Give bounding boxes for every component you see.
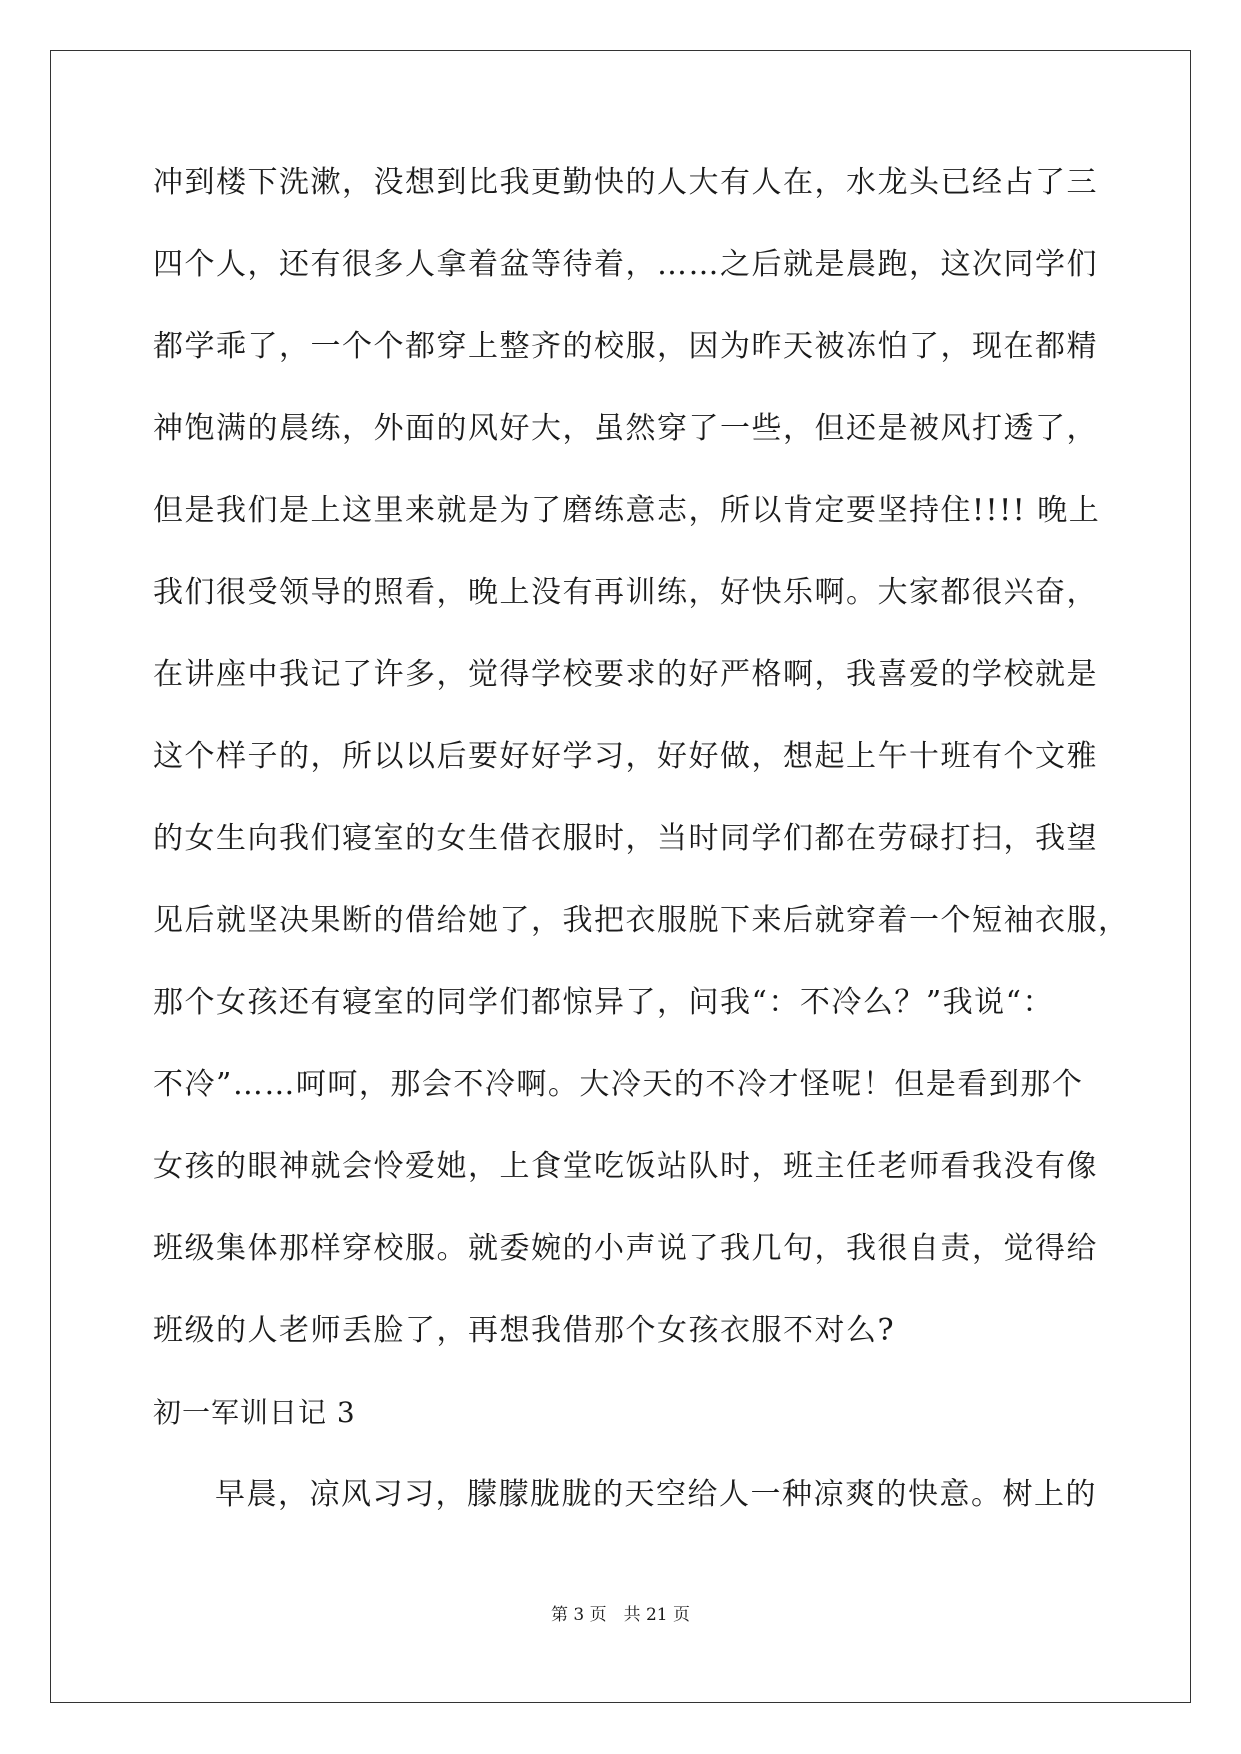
page-footer: 第 3 页 共 21 页 [550,1605,691,1625]
body-line: 的女生向我们寝室的女生借衣服时，当时同学们都在劳碌打扫，我望 [153,821,1098,856]
body-line: 班级集体那样穿校服。就委婉的小声说了我几句，我很自责，觉得给 [153,1231,1098,1266]
body-line: 都学乖了，一个个都穿上整齐的校服，因为昨天被冻怕了，现在都精 [153,329,1098,364]
body-line: 神饱满的晨练，外面的风好大，虽然穿了一些，但还是被风打透了， [153,411,1098,446]
body-line: 我们很受领导的照看，晚上没有再训练，好快乐啊。大家都很兴奋， [153,575,1098,610]
body-line: 那个女孩还有寝室的同学们都惊异了，问我“：不冷么？”我说“： [153,985,1055,1020]
body-line: 四个人，还有很多人拿着盆等待着，……之后就是晨跑，这次同学们 [153,247,1098,282]
body-line: 但是我们是上这里来就是为了磨练意志，所以肯定要坚持住!!!! 晚上 [153,493,1101,528]
body-line: 见后就坚决果断的借给她了，我把衣服脱下来后就穿着一个短袖衣服， [153,903,1130,938]
body-line: 在讲座中我记了许多，觉得学校要求的好严格啊，我喜爱的学校就是 [153,657,1098,692]
body-line: 这个样子的，所以以后要好好学习，好好做，想起上午十班有个文雅 [153,739,1098,774]
body-line: 班级的人老师丢脸了，再想我借那个女孩衣服不对么? [153,1313,896,1348]
section-first-line: 早晨，凉风习习，朦朦胧胧的天空给人一种凉爽的快意。树上的 [215,1477,1097,1512]
document-body [153,160,1130,1554]
body-line: 女孩的眼神就会怜爱她，上食堂吃饭站队时，班主任老师看我没有像 [153,1149,1098,1184]
body-line: 冲到楼下洗漱，没想到比我更勤快的人大有人在，水龙头已经占了三 [153,165,1098,200]
section-heading: 初一军训日记 3 [153,1396,356,1429]
body-line: 不冷”……呵呵，那会不冷啊。大冷天的不冷才怪呢！但是看到那个 [153,1067,1084,1102]
